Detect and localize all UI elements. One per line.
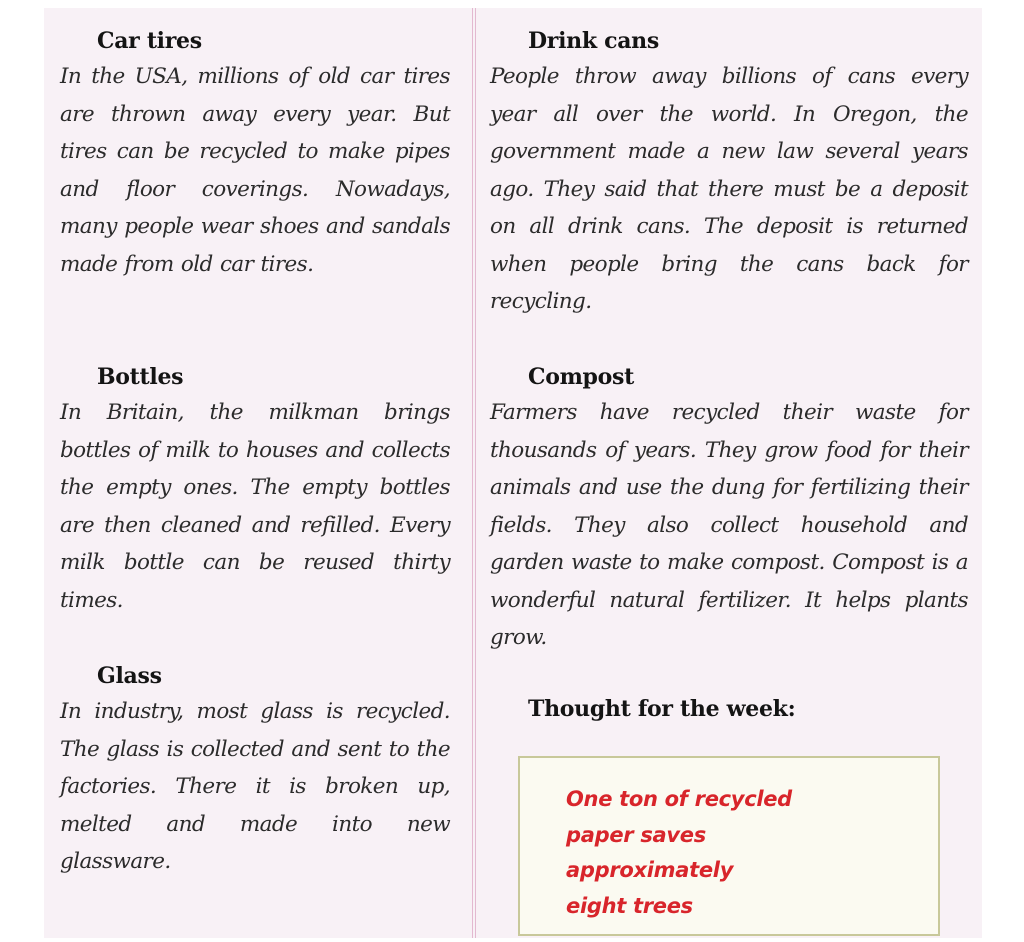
thought-title: Thought for the week:: [528, 696, 796, 722]
section-bottles: [60, 362, 450, 619]
column-divider: [472, 8, 476, 938]
section-text: In Britain, the milkman brings bottles of milk to houses and collects the empty ones. The empty bottles are then cleaned and refilled. Every milk bottle can be reused thirty times.: [60, 400, 450, 613]
section-drink-cans: [490, 26, 968, 321]
section-car-tires: [60, 26, 450, 283]
section-compost: [490, 362, 968, 657]
section-text: In industry, most glass is recycled. The glass is collected and sent to the factories. There it is broken up, melted and made into new glassware.: [60, 699, 450, 874]
section-title: Drink cans: [528, 28, 659, 54]
section-title: Glass: [97, 663, 162, 689]
section-title: Bottles: [97, 364, 184, 390]
thought-line: approximately: [566, 858, 734, 882]
section-text: People throw away billions of cans every year all over the world. In Oregon, the government made a new law several years ago. They said that there must be a deposit on all drink cans. The deposit is returned when people bring the cans back for recycling.: [490, 64, 968, 314]
section-text: In the USA, millions of old car tires are thrown away every year. But tires can be recycled to make pipes and floor coverings. Nowadays, many people wear shoes and sandals made from old car tires.: [60, 64, 450, 277]
section-title: Compost: [528, 364, 634, 390]
thought-line: eight trees: [566, 893, 693, 918]
thought-text: [566, 782, 866, 924]
thought-box: [518, 756, 940, 936]
thought-line: One ton of recycled: [566, 787, 792, 811]
section-title: Car tires: [97, 28, 202, 54]
section-text: Farmers have recycled their waste for thousands of years. They grow food for their animals and use the dung for fertilizing their fields. They also collect household and garden waste to make compost. Compost is a wonderful natural fertilizer. It helps plants grow.: [490, 400, 968, 650]
section-glass: [60, 661, 450, 881]
thought-line: paper saves: [566, 822, 706, 847]
